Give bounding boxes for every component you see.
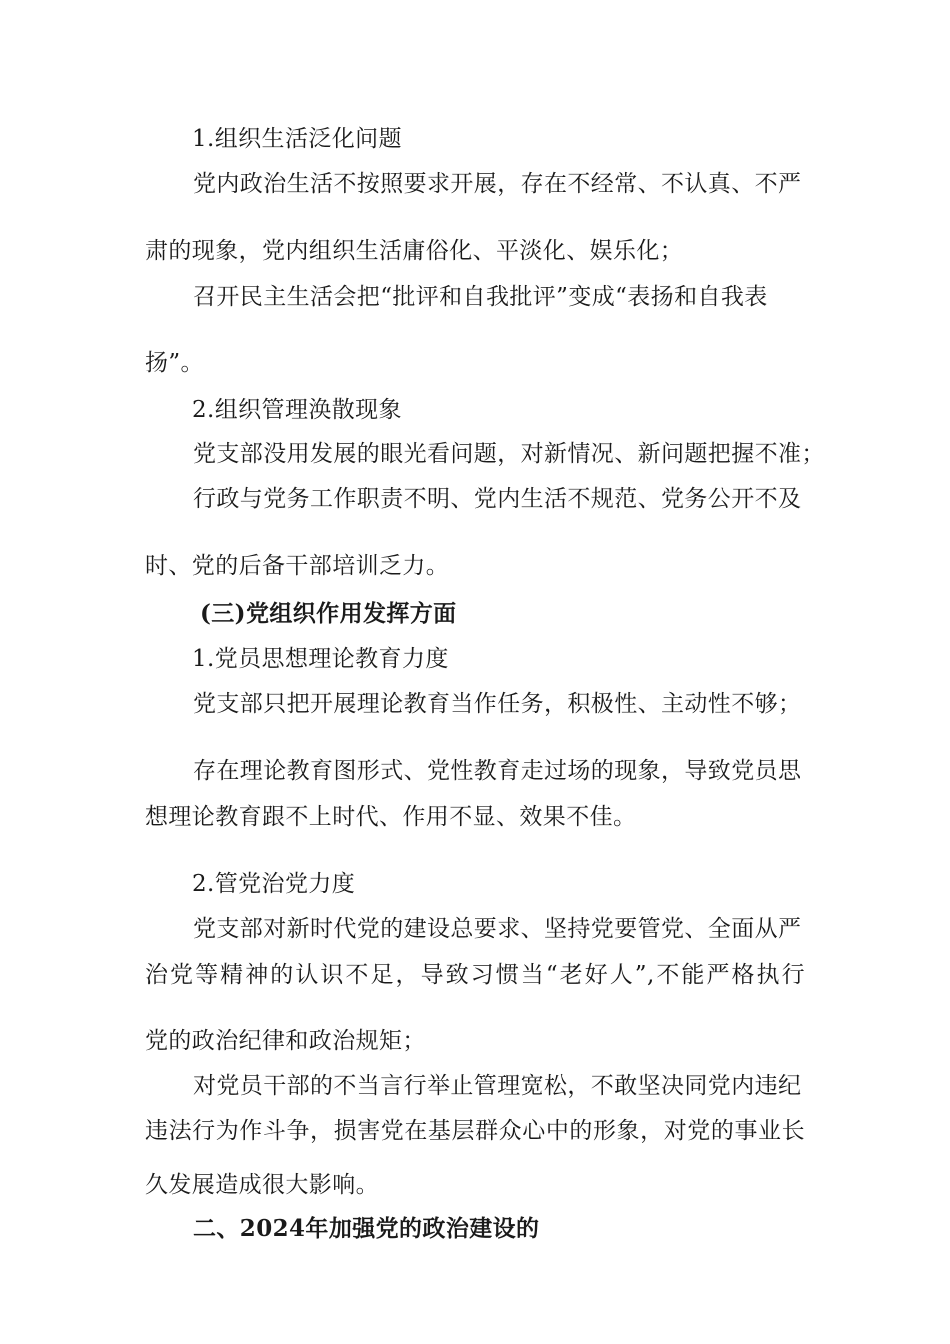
subsection-title-party-governance: 2.管党治党力度 bbox=[192, 871, 356, 897]
paragraph-line: 肃的现象，党内组织生活庸俗化、平淡化、娱乐化； bbox=[145, 238, 684, 264]
paragraph-line: 时、党的后备干部培训乏力。 bbox=[145, 553, 450, 579]
paragraph-line: 对党员干部的不当言行举止管理宽松，不敢坚决同党内违纪 bbox=[193, 1073, 802, 1099]
section-heading-2: 二、2024年加强党的政治建设的 bbox=[193, 1215, 540, 1242]
paragraph-line: 想理论教育跟不上时代、作用不显、效果不佳。 bbox=[145, 804, 637, 830]
paragraph-line: 党支部对新时代党的建设总要求、坚持党要管党、全面从严 bbox=[193, 916, 802, 942]
paragraph-line: 党支部只把开展理论教育当作任务，积极性、主动性不够； bbox=[193, 691, 802, 717]
paragraph-line: 久发展造成很大影响。 bbox=[145, 1172, 379, 1198]
subsection-title-org-management: 2.组织管理涣散现象 bbox=[192, 397, 402, 423]
section-heading-3: (三)党组织作用发挥方面 bbox=[200, 600, 457, 627]
subsection-title-theory-education: 1.党员思想理论教育力度 bbox=[192, 646, 449, 672]
paragraph-line: 党的政治纪律和政治规矩； bbox=[145, 1028, 426, 1054]
paragraph-line: 党支部没用发展的眼光看问题，对新情况、新问题把握不准； bbox=[193, 441, 825, 467]
paragraph-line: 存在理论教育图形式、党性教育走过场的现象，导致党员思 bbox=[193, 758, 802, 784]
paragraph-line: 党内政治生活不按照要求开展，存在不经常、不认真、不严 bbox=[193, 171, 802, 197]
subsection-title-org-life: 1.组织生活泛化问题 bbox=[192, 126, 402, 152]
paragraph-line: 违法行为作斗争，损害党在基层群众心中的形象，对党的事业长 bbox=[145, 1118, 805, 1144]
paragraph-line: 召开民主生活会把“批评和自我批评”变成“表扬和自我表 bbox=[193, 284, 768, 310]
paragraph-line: 行政与党务工作职责不明、党内生活不规范、党务公开不及 bbox=[193, 486, 802, 512]
paragraph-line: 扬”。 bbox=[145, 350, 204, 376]
paragraph-line: 治党等精神的认识不足，导致习惯当“老好人”,不能严格执行 bbox=[145, 962, 805, 988]
